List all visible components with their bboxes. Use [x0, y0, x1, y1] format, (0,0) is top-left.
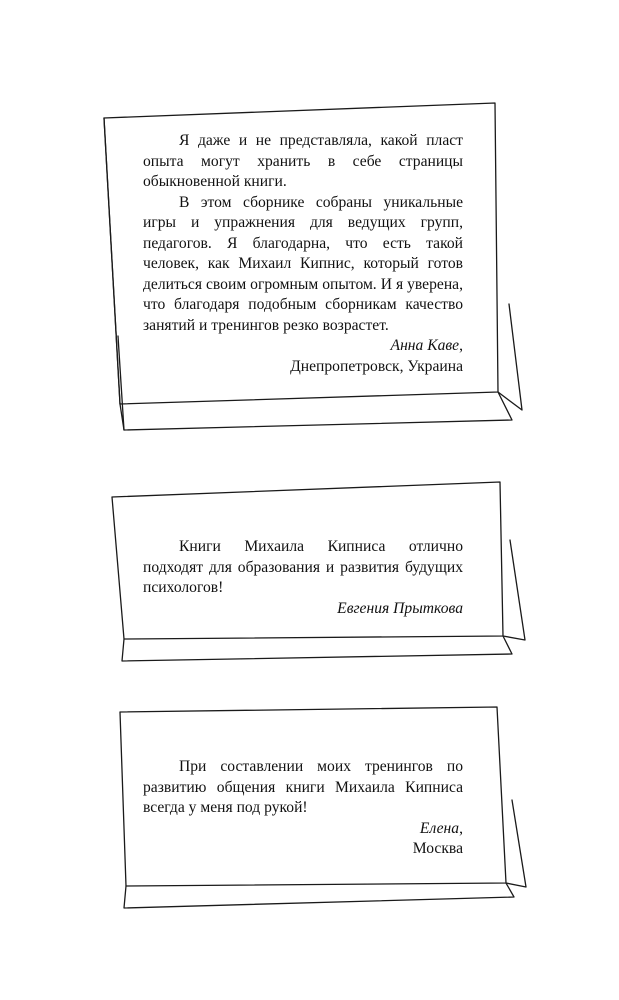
review-1-author-line: Анна Каве,	[390, 337, 463, 354]
review-1-paragraph-2: В этом сборнике собраны уникальные игры и упражнения для ведущих групп, педагогов. Я благодарна, что есть такой человек, как Михаил Кипнис, который готов делиться своим огромным опытом. И я уверена, что благодаря подобным сборникам качество занятий и тренингов резко возрастет.	[143, 193, 463, 334]
review-2-author: Евгения Прыткова	[337, 599, 463, 617]
review-2	[143, 537, 463, 619]
review-3-location: Москва	[412, 840, 463, 857]
review-1-location: Днепропетровск, Украина	[290, 357, 463, 375]
review-3-author-line: Елена,	[419, 819, 463, 837]
review-2-author-line	[143, 599, 463, 620]
review-1-paragraph-1: Я даже и не представляла, какой пласт опыта могут хранить в себе страницы обыкновенной книги.	[143, 132, 463, 190]
review-3-paragraph-1: При составлении моих тренингов по развитию общения книги Михаила Кипниса всегда у меня под рукой!	[143, 758, 463, 816]
review-2-paragraph-1: Книги Михаила Кипниса отлично подходят для образования и развития будущих психологов!	[143, 538, 463, 596]
review-3-author: Елена	[419, 819, 460, 837]
review-1	[143, 131, 463, 377]
review-1-author: Анна Каве	[390, 337, 460, 354]
review-3	[143, 757, 463, 860]
